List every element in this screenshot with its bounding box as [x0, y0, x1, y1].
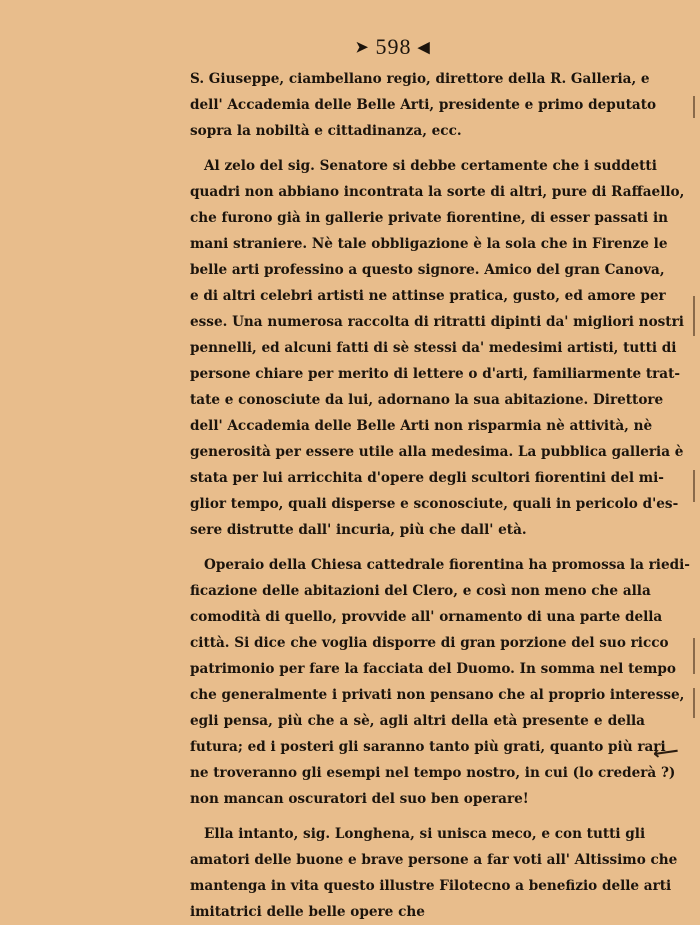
- text-line: persone chiare per merito di lettere o d'arti, familiarmente trat-: [190, 366, 681, 382]
- text-line: stata per lui arricchita d'opere degli scultori fiorentini del mi-: [190, 470, 664, 486]
- body-text: [190, 66, 690, 925]
- page-number: [0, 34, 700, 60]
- text-line: e di altri celebri artisti ne attinse pratica, gusto, ed amore per: [190, 288, 666, 304]
- text-line: glior tempo, quali disperse e sconosciute, quali in pericolo d'es-: [190, 496, 679, 512]
- text-line: sere distrutte dall' incuria, più che dall' età.: [190, 522, 527, 538]
- text-line: dell' Accademia delle Belle Arti non risparmia nè attività, nè: [190, 418, 653, 434]
- text-line: mani straniere. Nè tale obbligazione è la sola che in Firenze le: [190, 236, 668, 252]
- text-line: amatori delle buone e brave persone a far voti all' Altissimo che: [190, 852, 678, 868]
- text-line: quadri non abbiano incontrata la sorte di altri, pure di Raffaello,: [190, 184, 685, 200]
- margin-rule: [693, 470, 695, 502]
- text-line: dell' Accademia delle Belle Arti, presidente e primo deputato: [190, 97, 657, 113]
- text-line: Ella intanto, sig. Longhena, si unisca meco, e con tutti gli: [204, 826, 646, 842]
- text-line: ficazione delle abitazioni del Clero, e così non meno che alla: [190, 583, 651, 599]
- text-line: ne troveranno gli esempi nel tempo nostro, in cui (lo crederà ?): [190, 765, 676, 781]
- text-line: egli pensa, più che a sè, agli altri della età presente e della: [190, 713, 645, 729]
- margin-pointer-icon: ⟵: [651, 740, 681, 765]
- text-line: che generalmente i privati non pensano che al proprio interesse,: [190, 687, 685, 703]
- text-line: Al zelo del sig. Senatore si debbe certamente che i suddetti: [204, 158, 657, 174]
- margin-rule: [693, 688, 695, 718]
- text-line: non mancan oscuratori del suo ben operare!: [190, 791, 529, 807]
- text-line: patrimonio per fare la facciata del Duomo. In somma nel tempo: [190, 661, 676, 677]
- text-line: generosità per essere utile alla medesima. La pubblica galleria è: [190, 444, 684, 460]
- margin-rule: [693, 296, 695, 336]
- text-line: che furono già in gallerie private fiorentine, di esser passati in: [190, 210, 669, 226]
- margin-rule: [693, 96, 695, 118]
- margin-rule: [693, 638, 695, 674]
- paragraph-gap: [190, 543, 645, 552]
- text-line: futura; ed i posteri gli saranno tanto più grati, quanto più rari: [190, 739, 666, 755]
- paragraph-gap: [190, 144, 645, 153]
- ornament-left-icon: ➤: [355, 40, 370, 56]
- text-line: esse. Una numerosa raccolta di ritratti dipinti da' migliori nostri: [190, 314, 684, 330]
- text-line: sopra la nobiltà e cittadinanza, ecc.: [190, 123, 462, 139]
- text-line: belle arti professino a questo signore. Amico del gran Canova,: [190, 262, 665, 278]
- text-line: tate e conosciute da lui, adornano la sua abitazione. Direttore: [190, 392, 664, 408]
- text-line: Operaio della Chiesa cattedrale fiorentina ha promossa la riedi-: [204, 557, 690, 573]
- page-number-value: 598: [375, 34, 412, 59]
- text-line: mantenga in vita questo illustre Filotecno a benefizio delle arti: [190, 878, 672, 894]
- paragraph-gap: [190, 812, 645, 821]
- text-line: pennelli, ed alcuni fatti di sè stessi da' medesimi artisti, tutti di: [190, 340, 677, 356]
- text-line: comodità di quello, provvide all' ornamento di una parte della: [190, 609, 663, 625]
- text-line: città. Si dice che voglia disporre di gran porzione del suo ricco: [190, 635, 669, 651]
- text-line: S. Giuseppe, ciambellano regio, direttore della R. Galleria, e: [190, 71, 650, 87]
- text-line: imitatrici delle belle opere che: [190, 904, 425, 920]
- ornament-right-icon: ◀: [418, 40, 431, 56]
